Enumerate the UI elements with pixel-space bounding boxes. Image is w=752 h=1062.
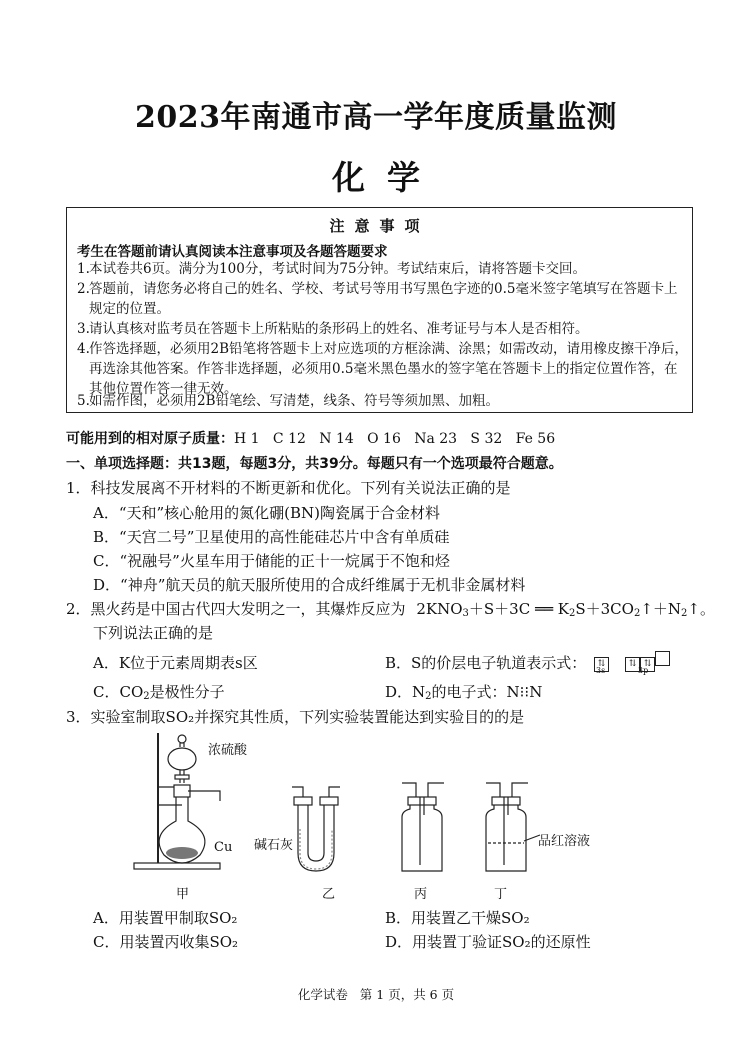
apparatus-bing [402, 783, 444, 871]
notice-box [66, 207, 693, 413]
notice-item-number: 5. [77, 393, 90, 409]
notice-item-number: 2. [77, 281, 90, 297]
notice-item [77, 339, 689, 399]
question-2-option-b [385, 652, 586, 673]
atomic-mass-values: H 1 C 12 N 14 O 16 Na 23 S 32 Fe 56 [234, 431, 556, 447]
label-soda-lime: 碱石灰 [254, 838, 294, 853]
subject-title: 化学 [332, 158, 442, 197]
apparatus-yi [292, 787, 340, 871]
reaction-equation: $2KNO_3+S+3C$ ══ $K_2S+3CO_2↑+N_2↑$。 [416, 600, 715, 619]
apparatus-diagram [120, 725, 620, 885]
option-b-text: B．S的价层电子轨道表示式： [385, 654, 587, 672]
notice-title: 注意事项 [329, 217, 430, 235]
question-2-option-a: A．K位于元素周期表s区 [93, 654, 258, 672]
page-footer: 化学试卷 第 1 页，共 6 页 [297, 987, 455, 1002]
question-1-option-c: C．“祝融号”火星车用于储能的正十一烷属于不饱和烃 [93, 552, 450, 570]
notice-item-text: 本试卷共6页。满分为100分，考试时间为75分钟。考试结束后，请将答题卡交回。 [89, 261, 587, 277]
notice-item [77, 279, 689, 319]
question-3-option-c: C．用装置丙收集SO₂ [93, 933, 239, 951]
notice-item [77, 319, 689, 339]
page-title: 2023年南通市高一学年度质量监测 [135, 100, 617, 135]
question-1-stem: 1．科技发展离不开材料的不断更新和优化。下列有关说法正确的是 [66, 479, 511, 497]
label-apparatus-ding: 丁 [494, 887, 508, 902]
option-c-suffix: 是极性分子 [149, 683, 225, 701]
label-apparatus-yi: 乙 [322, 887, 336, 902]
orbital-3p-box: ⇅ [640, 657, 655, 672]
notice-item-text: 作答选择题，必须用2B铅笔将答题卡上对应选项的方框涂满、涂黑；如需改动，请用橡皮擦干净后，再选涂其他答案。作答非选择题，必须用0.5毫米黑色墨水的签字笔在答题卡上的指定位置作答，在其他位置作答一律无效。 [89, 341, 689, 397]
notice-item-number: 3. [77, 321, 90, 337]
orbital-3p-box: ⇅ [625, 657, 640, 672]
question-2-option-d [385, 681, 542, 702]
label-concentrated-acid: 浓硫酸 [208, 743, 248, 758]
orbital-3s-box: ⇅ [594, 657, 609, 672]
question-2-stem-text: 2．黑火药是中国古代四大发明之一，其爆炸反应为 [66, 600, 406, 618]
label-apparatus-bing: 丙 [414, 887, 428, 902]
orbital-3p-label: 3p [638, 666, 649, 675]
notice-intro: 考生在答题前请认真阅读本注意事项及各题答题要求 [77, 244, 388, 260]
option-d-suffix: 的电子式：N⁝⁝N [431, 683, 543, 701]
orbital-diagram [594, 648, 670, 672]
notice-item-text: 请认真核对监考员在答题卡上所粘贴的条形码上的姓名、准考证号与本人是否相符。 [89, 321, 589, 337]
notice-item-text: 答题前，请您务必将自己的姓名、学校、考试号等用书写黑色字迹的0.5毫米签字笔填写在答题卡上规定的位置。 [89, 281, 678, 317]
question-3-option-d: D．用装置丁验证SO₂的还原性 [385, 933, 591, 951]
question-3-stem: 3．实验室制取SO₂并探究其性质，下列实验装置能达到实验目的的是 [66, 708, 525, 726]
label-copper: Cu [214, 840, 233, 855]
orbital-3s-label: 3s [596, 666, 606, 675]
notice-item [77, 391, 689, 411]
atomic-mass-label: 可能用到的相对原子质量： [66, 431, 234, 447]
notice-item-number: 4. [77, 341, 90, 357]
question-1-option-d: D．“神舟”航天员的航天服所使用的合成纤维属于无机非金属材料 [93, 576, 526, 594]
apparatus-ding [486, 783, 540, 871]
question-3-option-a: A．用装置甲制取SO₂ [93, 909, 238, 927]
question-2-stem-continued: 下列说法正确的是 [93, 624, 214, 642]
orbital-3p-box [655, 651, 670, 666]
atomic-mass-line [66, 428, 555, 448]
option-d-sub: 2 [425, 691, 432, 702]
option-d-prefix: D．N [385, 683, 426, 701]
question-1-option-b: B．“天宫二号”卫星使用的高性能硅芯片中含有单质硅 [93, 528, 450, 546]
label-fuchsin-solution: 品红溶液 [538, 834, 591, 849]
option-c-sub: 2 [143, 691, 150, 702]
question-2-stem [66, 598, 715, 619]
notice-item [77, 259, 689, 279]
question-3-option-b: B．用装置乙干燥SO₂ [385, 909, 530, 927]
option-c-prefix: C．CO [93, 683, 144, 701]
section-heading: 一、单项选择题：共13题，每题3分，共39分。每题只有一个选项最符合题意。 [66, 456, 563, 472]
question-1-option-a: A．“天和”核心舱用的氮化硼(BN)陶瓷属于合金材料 [93, 504, 441, 522]
notice-item-text: 如需作图，必须用2B铅笔绘、写清楚，线条、符号等须加黑、加粗。 [89, 393, 500, 409]
notice-item-number: 1. [77, 261, 90, 277]
label-apparatus-jia: 甲 [176, 887, 190, 902]
question-2-option-c [93, 681, 225, 702]
